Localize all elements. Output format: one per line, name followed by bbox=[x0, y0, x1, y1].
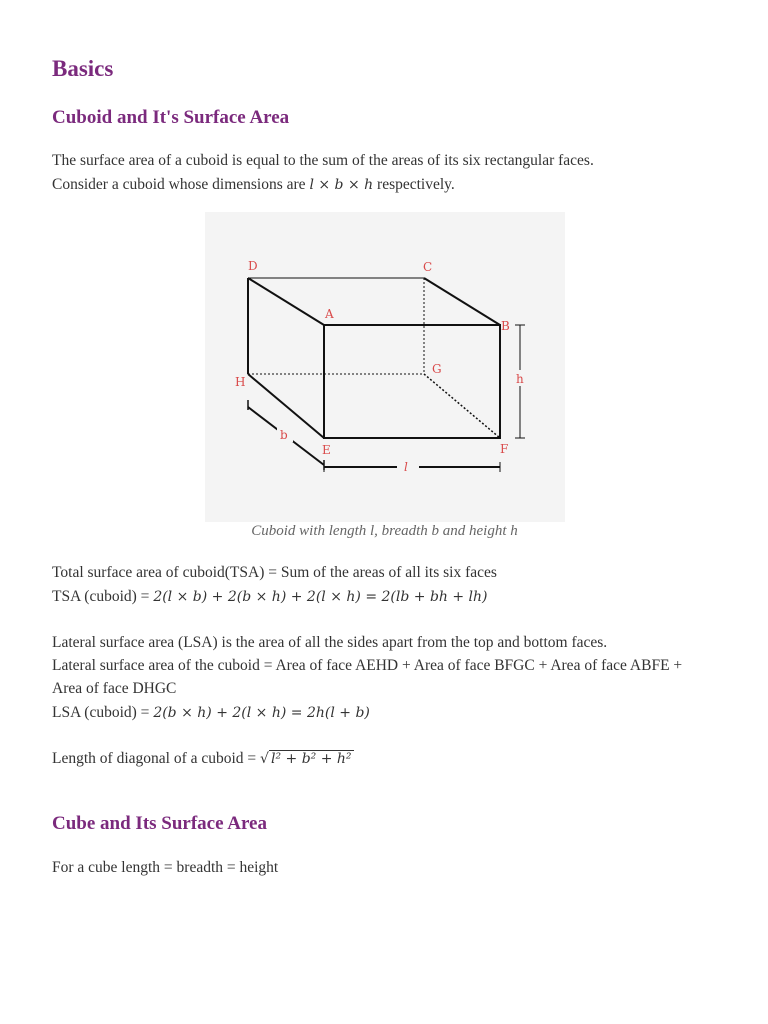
intro-line-2 bbox=[52, 173, 722, 197]
intro-line-1: The surface area of a cuboid is equal to the sum of the areas of its six rectangular faces. bbox=[52, 152, 594, 169]
diagonal-prefix: Length of diagonal of a cuboid = bbox=[52, 750, 261, 767]
cuboid-figure bbox=[205, 212, 565, 522]
tsa-math: 2(l × b) + 2(b × h) + 2(l × h) = 2(lb + bh + lh) bbox=[153, 589, 488, 605]
label-dim-b: b bbox=[280, 428, 288, 442]
intro-prefix: Consider a cuboid whose dimensions are bbox=[52, 176, 310, 193]
label-b: B bbox=[501, 319, 510, 333]
intro-suffix: respectively. bbox=[373, 176, 455, 193]
label-g: G bbox=[432, 362, 442, 376]
label-e: E bbox=[322, 443, 331, 457]
lsa-definition: Lateral surface area (LSA) is the area of all the sides apart from the top and bottom faces. bbox=[52, 634, 608, 651]
label-dim-l: l bbox=[404, 460, 408, 474]
diagonal-formula bbox=[52, 747, 722, 771]
tsa-prefix: TSA (cuboid) = bbox=[52, 588, 154, 605]
tsa-definition: Total surface area of cuboid(TSA) = Sum of the areas of all its six faces bbox=[52, 564, 497, 581]
tsa-formula bbox=[52, 585, 722, 609]
lsa-prefix: LSA (cuboid) = bbox=[52, 704, 154, 721]
lsa-faces-line: Lateral surface area of the cuboid = Area of face AEHD + Area of face BFGC + Area of face ABFE + bbox=[52, 657, 683, 674]
label-h: H bbox=[235, 375, 246, 389]
lsa-formula bbox=[52, 701, 722, 725]
cuboid-diagram bbox=[205, 212, 565, 522]
intro-math: l × b × h bbox=[309, 177, 374, 193]
page-title: Basics bbox=[52, 56, 114, 81]
edge-da bbox=[248, 278, 324, 325]
lsa-math: 2(b × h) + 2(l × h) = 2h(l + b) bbox=[153, 705, 370, 721]
label-a: A bbox=[325, 307, 334, 321]
label-f: F bbox=[500, 442, 509, 456]
section-title-cube: Cube and Its Surface Area bbox=[52, 813, 267, 834]
label-c: C bbox=[423, 260, 433, 274]
label-d: D bbox=[248, 259, 258, 273]
cube-definition: For a cube length = breadth = height bbox=[52, 859, 279, 876]
edge-gf bbox=[424, 374, 500, 438]
edge-cb bbox=[424, 278, 500, 325]
sqrt-symbol: √ bbox=[260, 751, 269, 767]
section-title-cuboid: Cuboid and It's Surface Area bbox=[52, 107, 290, 128]
label-dim-h: h bbox=[516, 372, 524, 386]
front-face-abfe bbox=[324, 325, 500, 438]
figure-caption: Cuboid with length l, breadth b and height h bbox=[251, 523, 518, 539]
lsa-faces-line-2: Area of face DHGC bbox=[52, 680, 177, 697]
diagonal-math: l² + b² + h² bbox=[270, 751, 352, 767]
